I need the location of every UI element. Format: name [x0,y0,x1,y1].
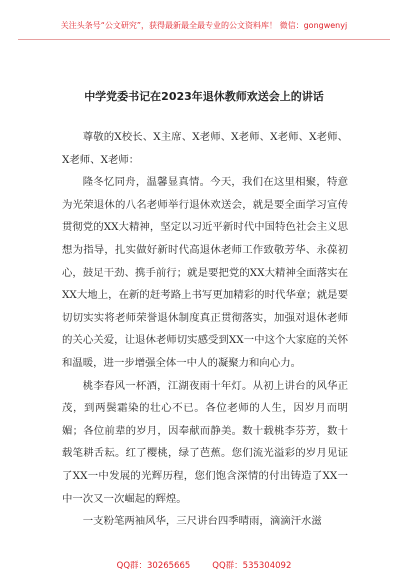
footer-qq-group-1: QQ群：30265665 [116,561,191,571]
footer-qq-group-2: QQ群：535304092 [212,561,292,571]
body-paragraph: 隆冬忆同舟，温馨显真情。今天，我们在这里相聚，特意为光荣退休的八名老师举行退休欢送会，就是要全面学习宣传贯彻党的XX大精神，坚定以习近平新时代中国特色社会主义思想为指导，扎实做好新时代高退休老师工作致敬芳华、永葆初心，鼓足干劲、携手前行；就是要把党的XX大精神全面落实在XX大地上，在新的赶考路上书写更加精彩的时代华章；就是要切切实实将老师荣誉退休制度真正贯彻落实，加强对退休老师的关心关爱，让退休老师切实感受到XX一中这个大家庭的关怀和温暖，进一步增强全体一中人的凝聚力和向心力。 [62,176,348,369]
body-paragraph: 一支粉笔两袖风华，三尺讲台四季晴雨，滴滴汗水滋 [82,515,322,528]
top-banner: 关注头条号“公文研究”，获得最新最全最专业的公文资料库！ 微信：gongwenyj [60,21,348,30]
top-divider [18,39,390,40]
body-paragraph: 桃李春风一杯酒，江湖夜雨十年灯。从初上讲台的风华正茂，到两鬓霜染的壮心不已。各位老师的人生，因岁月而明媚；各位前辈的岁月，因奉献而静美。数十载桃李芬芳，数十载笔耕舌耘。红了樱桃，绿了芭蕉。您们流光溢彩的岁月见证了XX一中发展的光辉历程，您们饱含深情的付出铸造了XX一中一次又一次崛起的辉煌。 [62,379,348,505]
footer-contact [0,561,408,572]
document-title: 中学党委书记在2023年退休教师欢送会上的讲话 [84,90,324,103]
salutation-paragraph: 尊敬的X校长、X主席、X老师、X老师、X老师、X老师、X老师、X老师： [62,131,348,166]
document-body [62,126,348,533]
